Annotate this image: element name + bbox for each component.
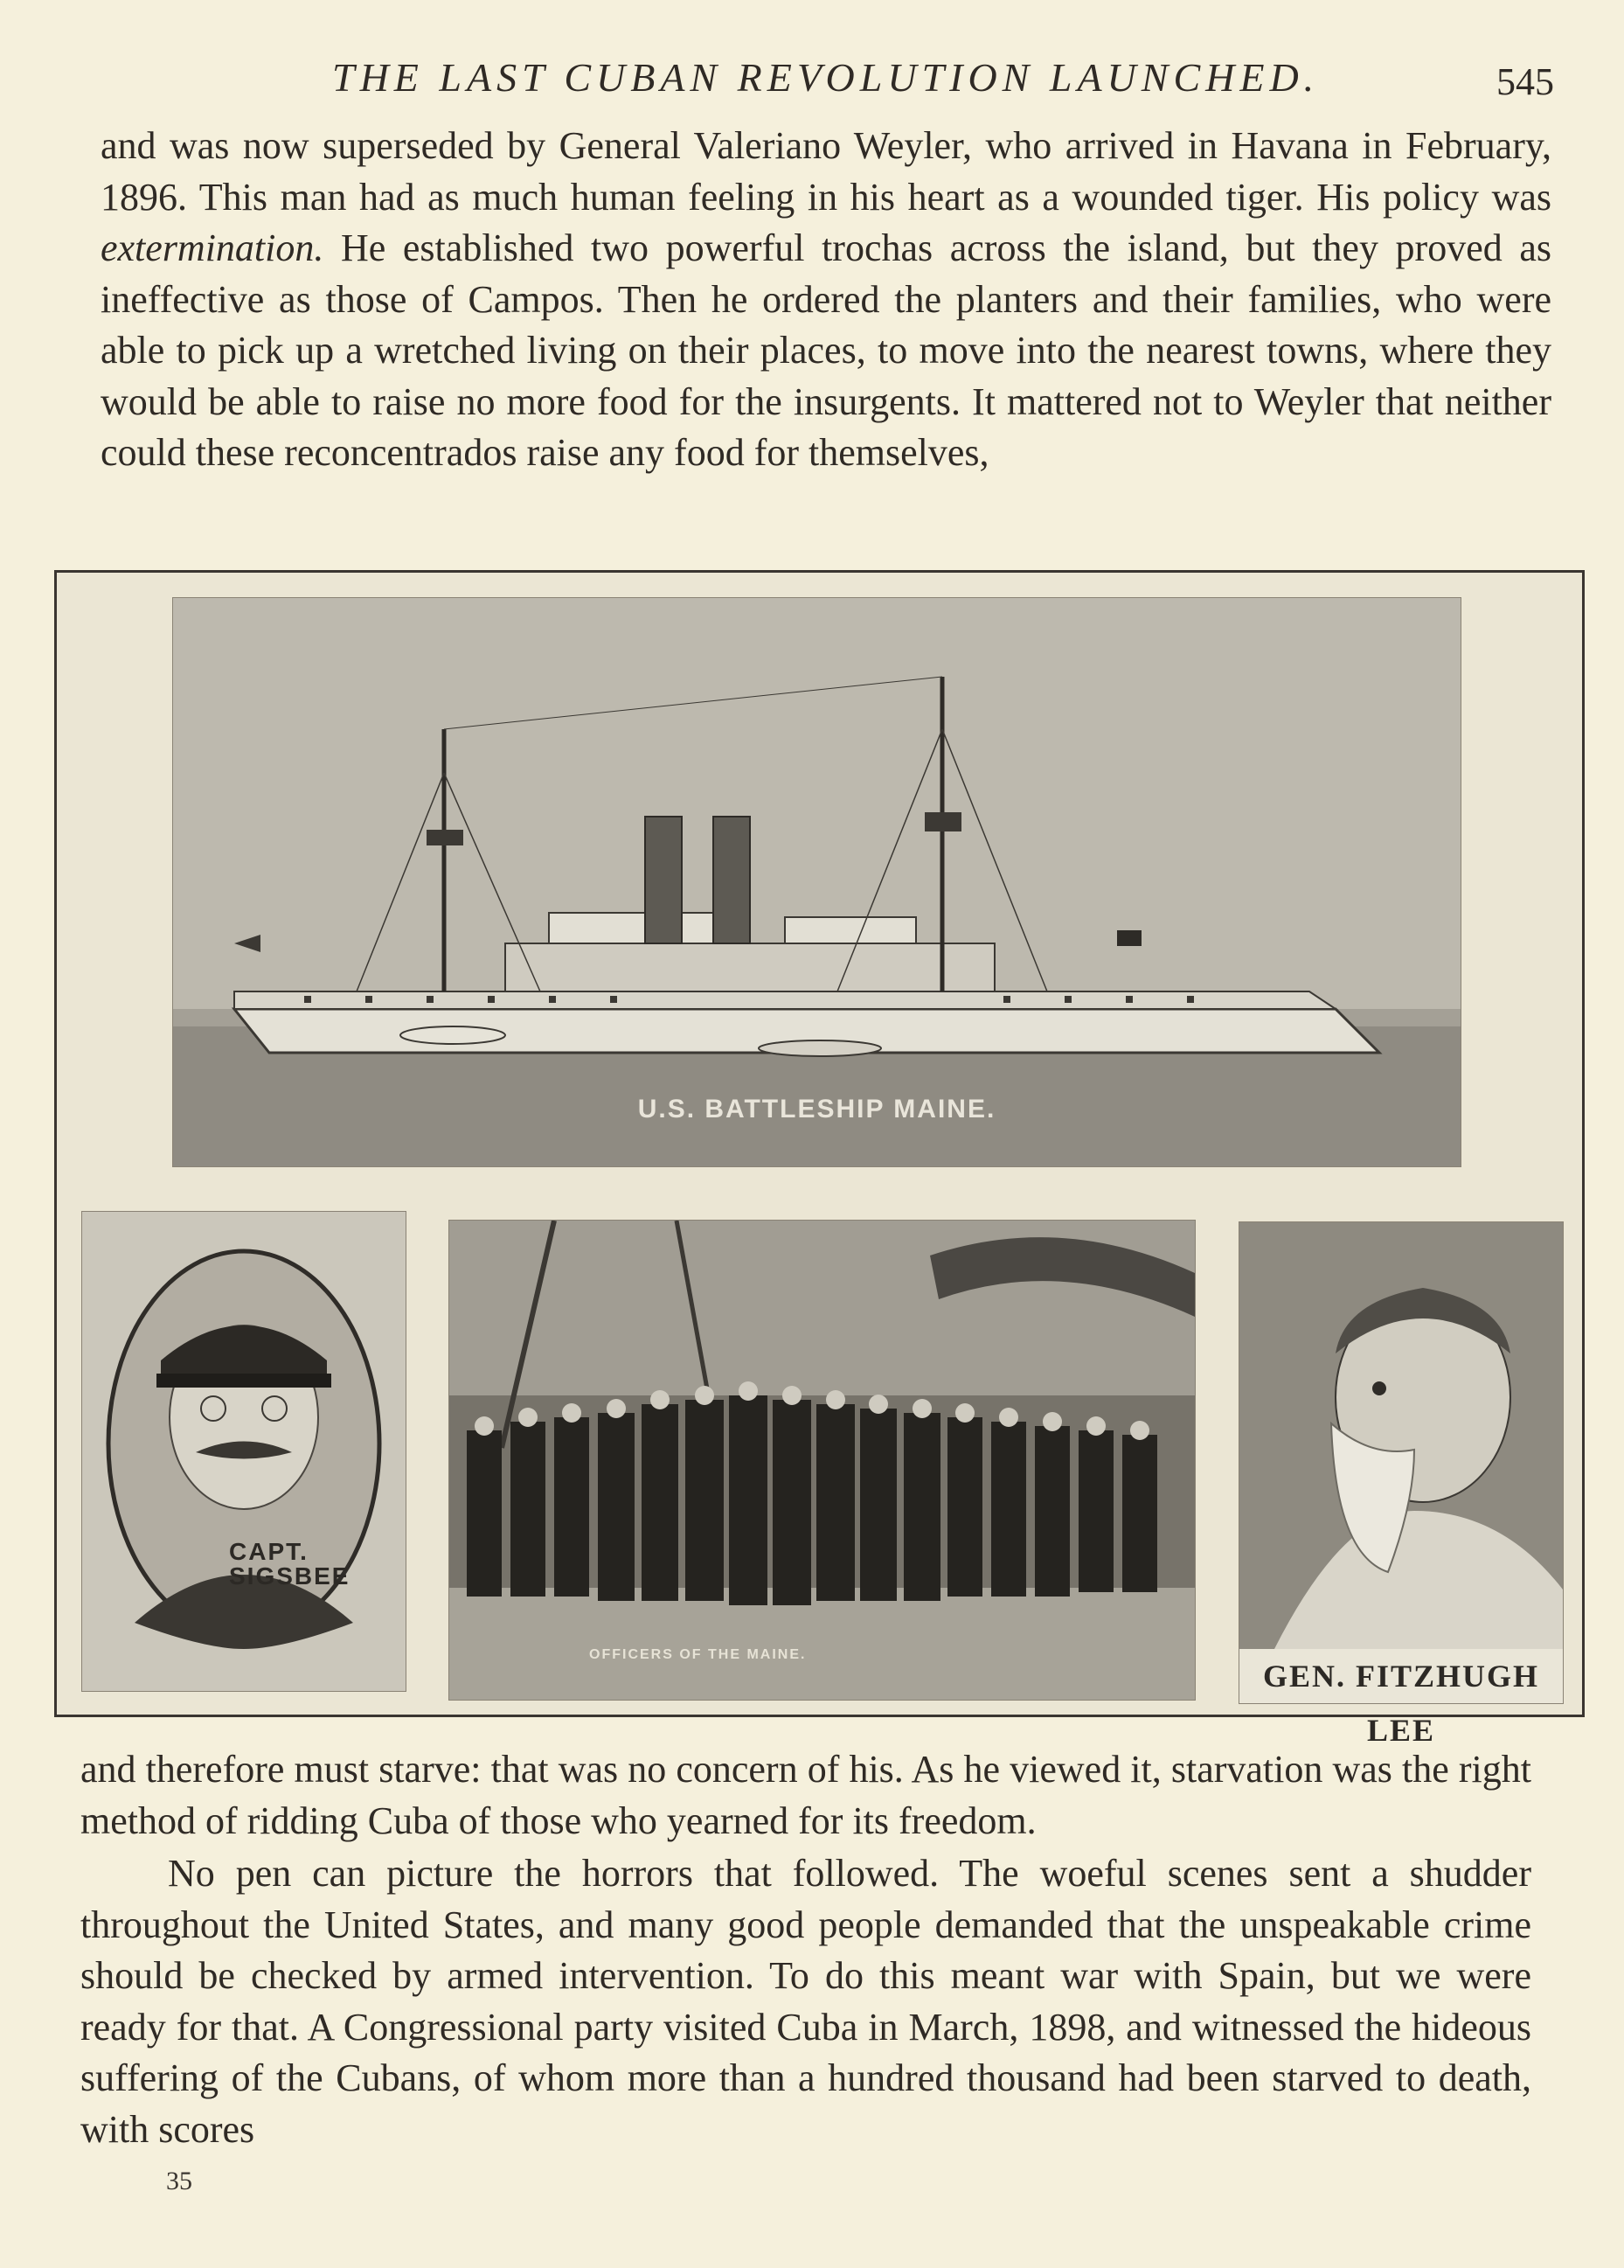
captain-sigsbee-portrait — [81, 1211, 406, 1692]
emphasis-text: extermination. — [101, 226, 324, 269]
officers-caption: OFFICERS OF THE MAINE. — [589, 1647, 807, 1662]
lee-caption: GEN. FITZHUGH LEE — [1239, 1649, 1563, 1703]
officers-of-the-maine-photo — [448, 1220, 1196, 1701]
paragraph-weyler — [101, 121, 1551, 479]
battleship-maine-photo — [172, 597, 1461, 1167]
photo-plate — [54, 570, 1585, 1748]
paragraph-starvation: and therefore must starve: that was no concern of his. As he viewed it, starvation was the right method of ridding Cuba of those who yearned for its freedom. — [80, 1748, 1531, 1842]
officers-illustration — [449, 1221, 1195, 1700]
ship-caption: U.S. BATTLESHIP MAINE. — [637, 1095, 996, 1124]
lee-illustration — [1239, 1222, 1563, 1703]
paragraph-text: He established two powerful trochas across the island, but they proved as ineffective as those of Campos. Then he ordered the planters and their families, who were able to pick up a wretched living on their places, to move into the nearest towns, where they would be able to raise no more food for the insurgents. It mattered not to Weyler that neither could these reconcentrados raise any food for themselves, — [101, 226, 1551, 474]
running-head: THE LAST CUBAN REVOLUTION LAUNCHED. — [332, 55, 1320, 100]
sigsbee-caption: CAPT. SIGSBEE — [229, 1538, 350, 1590]
paragraph-text: and was now superseded by General Valeriano Weyler, who arrived in Havana in February, 1896. This man had as much human feeling in his heart as a wounded tiger. His policy was — [101, 124, 1551, 219]
page-number: 545 — [1496, 60, 1554, 103]
paragraph-horrors: No pen can picture the horrors that followed. The woeful scenes sent a shudder throughout the United States, and many good people demanded that the unspeakable crime should be checked by armed intervention. To do this meant war with Spain, but we were ready for that. A Congressional party visited Cuba in March, 1898, and witnessed the hideous suffering of the Cubans, of whom more than a hundred thousand had been starved to death, with scores — [80, 1852, 1531, 2151]
general-fitzhugh-lee-portrait — [1239, 1221, 1564, 1748]
signature-mark: 35 — [166, 2167, 192, 2195]
sigsbee-illustration — [82, 1212, 406, 1691]
ship-illustration — [173, 598, 1461, 1166]
page-header — [262, 54, 1554, 115]
